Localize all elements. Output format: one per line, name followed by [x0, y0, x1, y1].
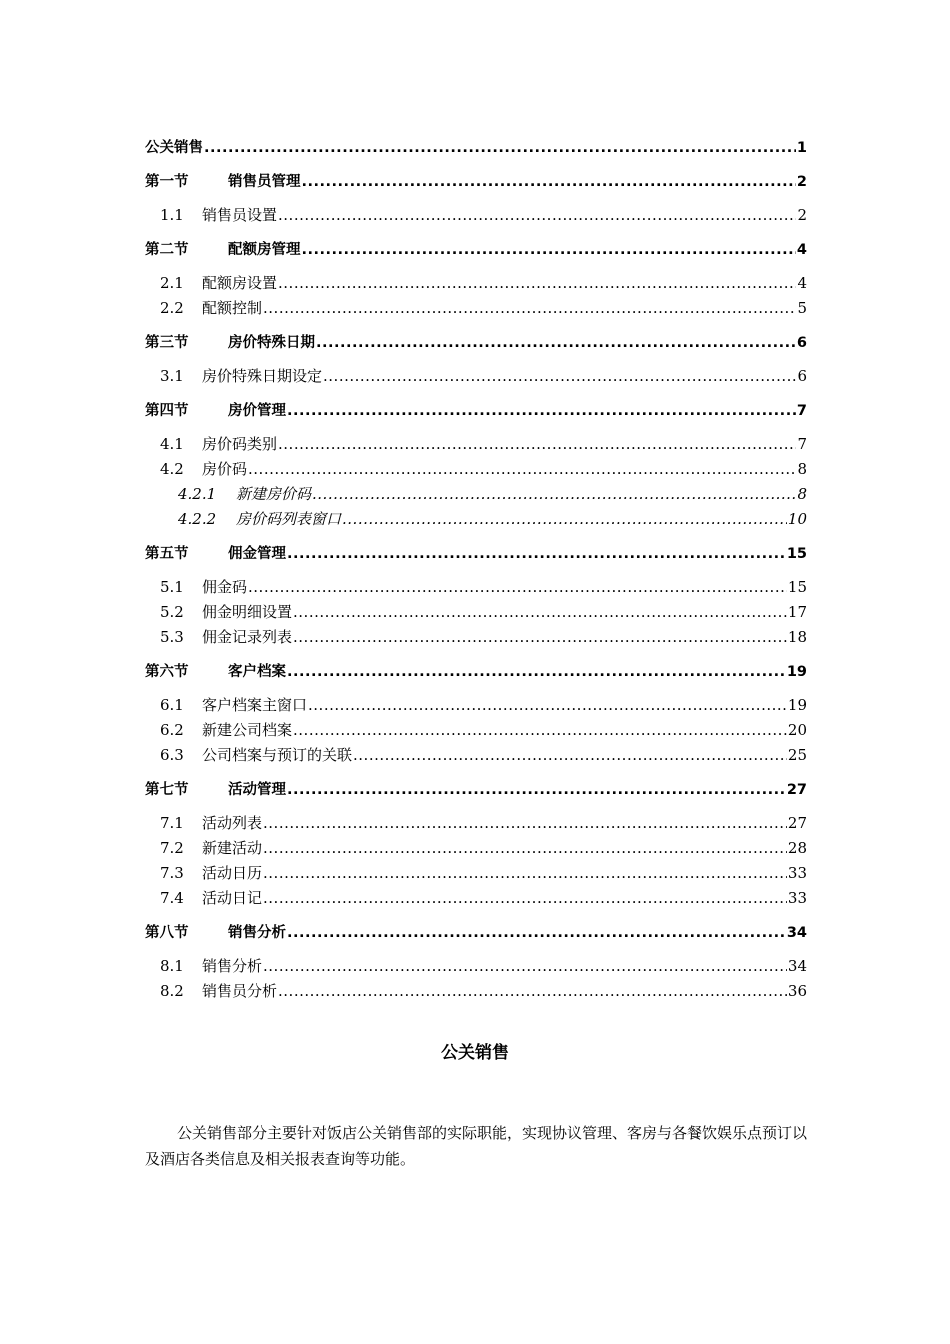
toc-entry-page: 27	[786, 782, 807, 798]
toc-entry[interactable]	[145, 921, 807, 946]
toc-entry-title: 公关销售	[145, 140, 203, 156]
toc-entry-title: 活动列表	[202, 814, 263, 832]
toc-entry-title: 活动日历	[202, 864, 263, 882]
toc-leader-dots	[312, 485, 796, 503]
toc-entry-page: 8	[797, 460, 807, 478]
toc-entry[interactable]	[145, 238, 807, 263]
toc-entry-page: 36	[787, 982, 807, 1000]
toc-entry[interactable]	[145, 272, 807, 297]
toc-leader-dots	[248, 578, 787, 596]
toc-leader-dots	[263, 814, 787, 832]
toc-entry[interactable]	[145, 626, 807, 651]
toc-entry-title: 佣金管理	[228, 546, 286, 562]
toc-entry-title: 房价管理	[228, 403, 286, 419]
toc-leader-dots	[323, 367, 796, 385]
toc-entry-page: 34	[787, 957, 807, 975]
toc-entry-title: 销售分析	[228, 925, 286, 941]
toc-leader-dots	[248, 460, 796, 478]
toc-entry[interactable]	[145, 204, 807, 229]
toc-entry-number: 4.2.2	[178, 510, 217, 528]
toc-leader-dots	[263, 299, 796, 317]
toc-leader-dots	[287, 664, 786, 680]
toc-entry[interactable]	[145, 365, 807, 390]
toc-entry-page: 2	[796, 174, 807, 190]
toc-entry[interactable]	[145, 508, 807, 533]
section-heading: 公关销售	[441, 1043, 509, 1063]
toc-entry-title: 配额控制	[202, 299, 263, 317]
toc-leader-dots	[263, 839, 787, 857]
toc-entry-title: 房价码	[202, 460, 248, 478]
toc-leader-dots	[293, 603, 787, 621]
toc-entry-number: 第四节	[145, 403, 189, 419]
toc-entry-page: 33	[787, 889, 807, 907]
toc-entry-number: 第一节	[145, 174, 189, 190]
toc-entry-title: 客户档案	[228, 664, 286, 680]
toc-entry-title: 客户档案主窗口	[202, 696, 308, 714]
toc-leader-dots	[302, 174, 796, 190]
toc-entry-number: 第六节	[145, 664, 189, 680]
toc-entry-page: 7	[797, 435, 807, 453]
toc-entry-page: 20	[787, 721, 807, 739]
toc-entry-title: 销售分析	[202, 957, 263, 975]
toc-entry[interactable]	[145, 542, 807, 567]
toc-leader-dots	[302, 242, 796, 258]
toc-entry-title: 房价特殊日期	[228, 335, 315, 351]
toc-entry-number: 7.4	[160, 889, 184, 907]
toc-entry-number: 7.1	[160, 814, 184, 832]
toc-entry-number: 2.1	[160, 274, 184, 292]
toc-entry[interactable]	[145, 694, 807, 719]
toc-entry[interactable]	[145, 719, 807, 744]
toc-entry-page: 6	[797, 367, 807, 385]
toc-leader-dots	[342, 510, 787, 528]
toc-entry-page: 2	[797, 206, 807, 224]
toc-entry-title: 房价特殊日期设定	[202, 367, 323, 385]
toc-entry-number: 7.3	[160, 864, 184, 882]
toc-leader-dots	[287, 546, 786, 562]
toc-entry[interactable]	[145, 837, 807, 862]
toc-entry-page: 15	[787, 578, 807, 596]
toc-leader-dots	[293, 628, 787, 646]
toc-leader-dots	[287, 403, 796, 419]
toc-entry-page: 27	[787, 814, 807, 832]
toc-leader-dots	[287, 925, 786, 941]
toc-entry-number: 第八节	[145, 925, 189, 941]
toc-entry[interactable]	[145, 399, 807, 424]
toc-entry-number: 第五节	[145, 546, 189, 562]
toc-entry-title: 佣金记录列表	[202, 628, 293, 646]
toc-entry-number: 6.1	[160, 696, 184, 714]
toc-entry-number: 6.3	[160, 746, 184, 764]
toc-entry[interactable]	[145, 297, 807, 322]
toc-entry-page: 1	[796, 140, 807, 156]
toc-entry-title: 新建活动	[202, 839, 263, 857]
toc-entry[interactable]	[145, 576, 807, 601]
table-of-contents	[145, 136, 807, 1005]
toc-entry[interactable]	[145, 744, 807, 769]
toc-leader-dots	[204, 140, 796, 156]
toc-entry-number: 5.1	[160, 578, 184, 596]
toc-entry[interactable]	[145, 887, 807, 912]
toc-leader-dots	[263, 957, 787, 975]
toc-entry-title: 销售员管理	[228, 174, 301, 190]
toc-leader-dots	[263, 889, 787, 907]
toc-entry-number: 8.2	[160, 982, 184, 1000]
toc-leader-dots	[353, 746, 787, 764]
toc-entry-page: 4	[796, 242, 807, 258]
toc-entry-page: 33	[787, 864, 807, 882]
toc-entry[interactable]	[145, 483, 807, 508]
toc-entry[interactable]	[145, 601, 807, 626]
toc-leader-dots	[278, 274, 796, 292]
toc-entry-number: 6.2	[160, 721, 184, 739]
toc-entry-number: 1.1	[160, 206, 184, 224]
toc-entry[interactable]	[145, 955, 807, 980]
toc-leader-dots	[293, 721, 787, 739]
toc-entry-page: 34	[786, 925, 807, 941]
toc-entry-page: 19	[786, 664, 807, 680]
toc-leader-dots	[278, 435, 796, 453]
toc-entry[interactable]	[145, 170, 807, 195]
toc-entry-page: 5	[797, 299, 807, 317]
toc-entry-page: 6	[796, 335, 807, 351]
toc-entry-title: 佣金明细设置	[202, 603, 293, 621]
toc-entry-number: 3.1	[160, 367, 184, 385]
toc-entry-number: 第三节	[145, 335, 189, 351]
intro-paragraph: 公关销售部分主要针对饭店公关销售部的实际职能，实现协议管理、客房与各餐饮娱乐点预订以及酒店各类信息及相关报表查询等功能。	[145, 1124, 808, 1168]
toc-entry-title: 销售员分析	[202, 982, 278, 1000]
toc-entry[interactable]	[145, 136, 807, 161]
toc-entry[interactable]	[145, 331, 807, 356]
toc-leader-dots	[287, 782, 786, 798]
toc-entry-title: 配额房设置	[202, 274, 278, 292]
toc-entry-number: 5.2	[160, 603, 184, 621]
toc-entry-title: 公司档案与预订的关联	[202, 746, 353, 764]
toc-entry-title: 佣金码	[202, 578, 248, 596]
toc-entry[interactable]	[145, 660, 807, 685]
toc-entry[interactable]	[145, 778, 807, 803]
toc-entry-title: 房价码类别	[202, 435, 278, 453]
toc-entry-number: 4.2.1	[178, 485, 217, 503]
toc-entry-page: 25	[787, 746, 807, 764]
toc-leader-dots	[278, 982, 787, 1000]
toc-entry-title: 新建公司档案	[202, 721, 293, 739]
toc-entry-number: 4.2	[160, 460, 184, 478]
toc-entry-number: 5.3	[160, 628, 184, 646]
toc-entry[interactable]	[145, 812, 807, 837]
toc-entry-title: 活动管理	[228, 782, 286, 798]
toc-entry-page: 19	[787, 696, 807, 714]
toc-entry-number: 第七节	[145, 782, 189, 798]
toc-leader-dots	[278, 206, 796, 224]
toc-entry-page: 28	[787, 839, 807, 857]
toc-leader-dots	[263, 864, 787, 882]
toc-entry-number: 第二节	[145, 242, 189, 258]
toc-entry-page: 17	[787, 603, 807, 621]
toc-entry[interactable]	[145, 433, 807, 458]
toc-entry-title: 活动日记	[202, 889, 263, 907]
toc-entry[interactable]	[145, 862, 807, 887]
toc-entry-number: 4.1	[160, 435, 184, 453]
toc-entry-title: 配额房管理	[228, 242, 301, 258]
toc-entry-number: 7.2	[160, 839, 184, 857]
toc-entry-page: 4	[797, 274, 807, 292]
toc-entry[interactable]	[145, 458, 807, 483]
toc-entry-title: 新建房价码	[236, 485, 312, 503]
toc-entry-page: 18	[787, 628, 807, 646]
toc-entry-page: 8	[797, 485, 807, 503]
toc-entry-number: 2.2	[160, 299, 184, 317]
toc-leader-dots	[308, 696, 787, 714]
toc-entry-title: 销售员设置	[202, 206, 278, 224]
toc-entry[interactable]	[145, 980, 807, 1005]
toc-entry-title: 房价码列表窗口	[236, 510, 342, 528]
toc-entry-page: 7	[796, 403, 807, 419]
toc-entry-page: 10	[787, 510, 807, 528]
toc-entry-number: 8.1	[160, 957, 184, 975]
toc-leader-dots	[316, 335, 796, 351]
toc-entry-page: 15	[786, 546, 807, 562]
